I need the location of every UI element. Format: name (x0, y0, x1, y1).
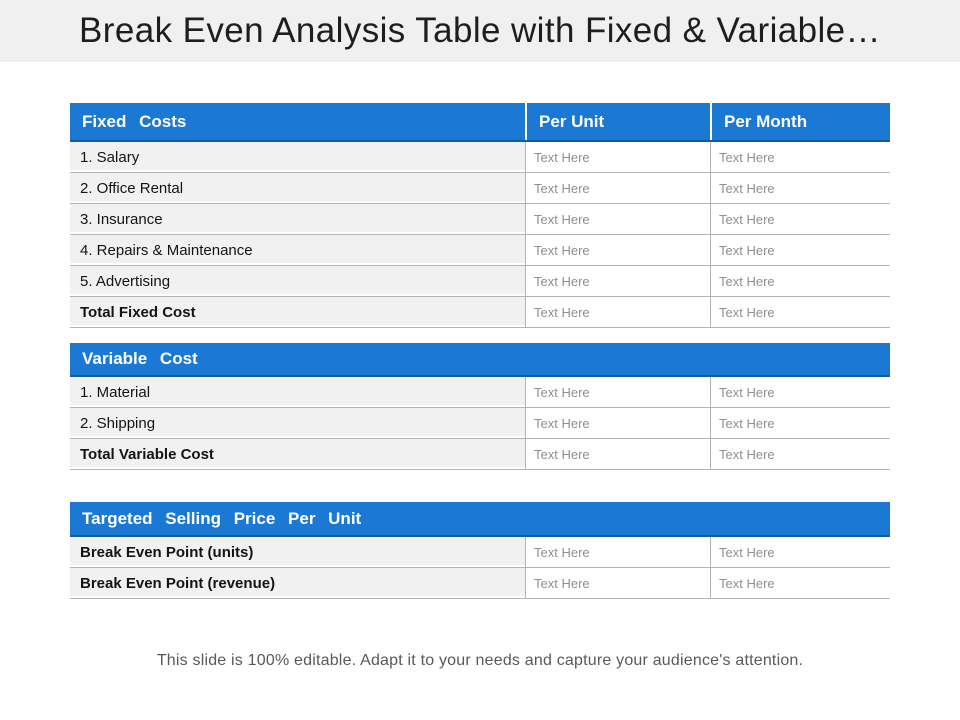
footer-note: This slide is 100% editable. Adapt it to your needs and capture your audience's attention. (156, 652, 804, 669)
per-unit-placeholder-cell[interactable]: Text Here (525, 142, 710, 172)
row-label-salary: 1. Salary (70, 142, 525, 172)
row-label-shipping: 2. Shipping (70, 408, 525, 438)
per-unit-header-cell: Per Unit (525, 103, 710, 140)
per-month-placeholder-cell[interactable]: Text Here (710, 142, 890, 172)
table-row-total (70, 439, 890, 470)
per-month-placeholder-cell[interactable]: Text Here (710, 204, 890, 234)
per-month-header-cell: Per Month (710, 103, 890, 140)
per-month-placeholder-cell[interactable]: Text Here (710, 537, 890, 567)
per-unit-placeholder-cell[interactable]: Text Here (525, 408, 710, 438)
targeted-selling-price-table (70, 502, 890, 599)
fixed-costs-table (70, 103, 890, 328)
per-unit-placeholder-cell[interactable]: Text Here (525, 173, 710, 203)
row-label-insurance: 3. Insurance (70, 204, 525, 234)
table-row (70, 142, 890, 173)
row-label-break-even-units: Break Even Point (units) (70, 537, 525, 567)
per-month-placeholder-cell[interactable]: Text Here (710, 235, 890, 265)
table-row (70, 568, 890, 599)
table-row-total (70, 297, 890, 328)
table-row (70, 377, 890, 408)
per-unit-placeholder-cell[interactable]: Text Here (525, 297, 710, 327)
per-month-placeholder-cell[interactable]: Text Here (710, 297, 890, 327)
table-row (70, 173, 890, 204)
row-label-advertising: 5. Advertising (70, 266, 525, 296)
per-month-placeholder-cell[interactable]: Text Here (710, 266, 890, 296)
table-row (70, 266, 890, 297)
row-label-break-even-revenue: Break Even Point (revenue) (70, 568, 525, 598)
per-unit-placeholder-cell[interactable]: Text Here (525, 439, 710, 469)
per-unit-placeholder-cell[interactable]: Text Here (525, 537, 710, 567)
row-label-office-rental: 2. Office Rental (70, 173, 525, 203)
per-month-placeholder-cell[interactable]: Text Here (710, 568, 890, 598)
title-bar (0, 0, 960, 62)
targeted-selling-price-header: Targeted Selling Price Per Unit (70, 502, 890, 537)
per-unit-placeholder-cell[interactable]: Text Here (525, 377, 710, 407)
per-month-placeholder-cell[interactable]: Text Here (710, 173, 890, 203)
variable-cost-table (70, 343, 890, 470)
per-unit-placeholder-cell[interactable]: Text Here (525, 235, 710, 265)
row-label-repairs-maintenance: 4. Repairs & Maintenance (70, 235, 525, 265)
row-label-total-variable-cost: Total Variable Cost (70, 439, 525, 469)
table-row (70, 235, 890, 266)
fixed-costs-table-header (70, 103, 890, 142)
variable-cost-table-header: Variable Cost (70, 343, 890, 377)
per-month-placeholder-cell[interactable]: Text Here (710, 408, 890, 438)
fixed-costs-header-cell: Fixed Costs (82, 111, 187, 131)
slide-title: Break Even Analysis Table with Fixed & Variable… (79, 11, 881, 50)
row-label-total-fixed-cost: Total Fixed Cost (70, 297, 525, 327)
per-month-placeholder-cell[interactable]: Text Here (710, 377, 890, 407)
table-row (70, 408, 890, 439)
per-unit-placeholder-cell[interactable]: Text Here (525, 266, 710, 296)
per-unit-placeholder-cell[interactable]: Text Here (525, 204, 710, 234)
per-unit-placeholder-cell[interactable]: Text Here (525, 568, 710, 598)
table-row (70, 204, 890, 235)
row-label-material: 1. Material (70, 377, 525, 407)
per-month-placeholder-cell[interactable]: Text Here (710, 439, 890, 469)
table-row (70, 537, 890, 568)
